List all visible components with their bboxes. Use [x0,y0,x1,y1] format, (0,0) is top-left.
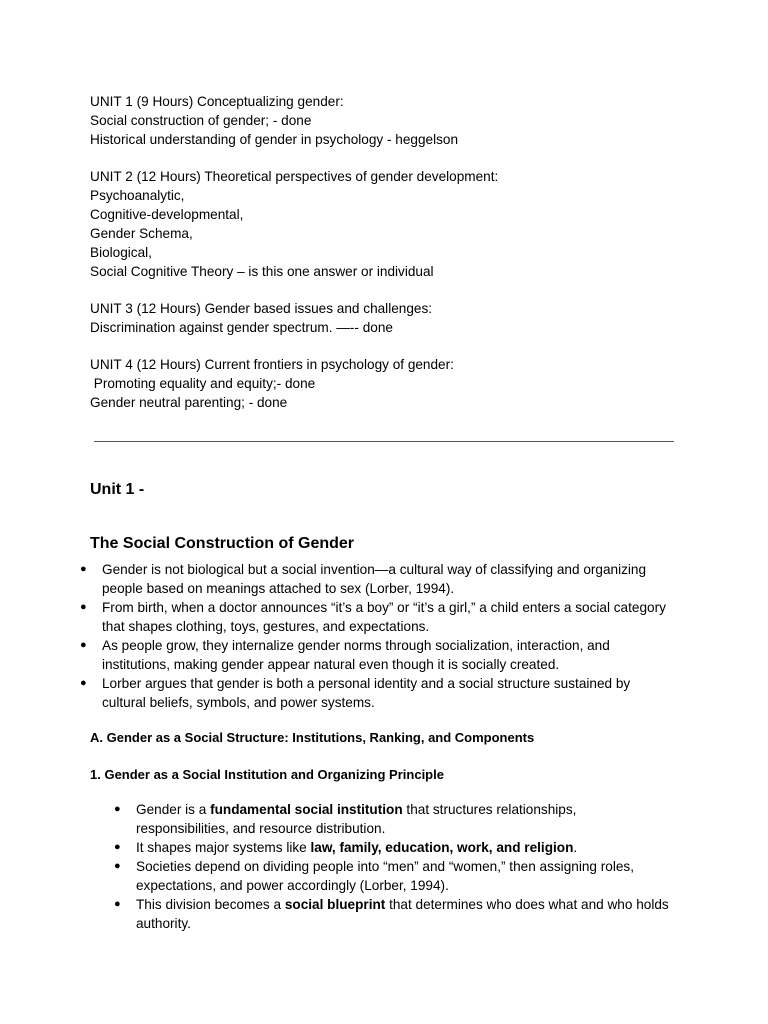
outline-line: Gender Schema, [90,226,193,241]
outline-line: UNIT 3 (12 Hours) Gender based issues and challenges: [90,301,433,316]
outline-line: UNIT 2 (12 Hours) Theoretical perspectives of gender development: [90,169,499,184]
outline-line: UNIT 4 (12 Hours) Current frontiers in psychology of gender: [90,357,454,372]
list-item: ● Gender is a fundamental social institution that structures relationships, responsibilities, and resource distribution. [114,802,577,836]
bullet-icon: ● [80,563,87,575]
outline-line: Cognitive-developmental, [90,207,244,222]
outline-line: UNIT 1 (9 Hours) Conceptualizing gender: [90,94,344,109]
outline-line: Gender neutral parenting; - done [90,395,288,410]
bullet-icon: ● [114,898,121,910]
outline-line: Discrimination against gender spectrum. —-- done [90,320,393,335]
bullet-icon: ● [114,860,121,872]
outline-line: Social Cognitive Theory – is this one answer or individual [90,264,434,279]
bullet-icon: ● [80,639,87,651]
outline-line: Psychoanalytic, [90,188,185,203]
bullet-icon: ● [114,803,121,815]
list-item: ● It shapes major systems like law, family, education, work, and religion. [114,840,578,855]
outline-line: Social construction of gender; - done [90,113,312,128]
bullet-icon: ● [80,601,87,613]
subsection-heading: A. Gender as a Social Structure: Institutions, Ranking, and Components [90,730,535,745]
section-title: The Social Construction of Gender [90,535,355,552]
outline-line: Promoting equality and equity;- done [90,376,316,391]
horizontal-divider [94,441,674,442]
list-item: ● From birth, when a doctor announces “it’s a boy” or “it’s a girl,” a child enters a social category that shapes clothing, toys, gestures, and expectations. [80,600,666,634]
bullet-icon: ● [80,677,87,689]
list-item: ● Societies depend on dividing people into “men” and “women,” then assigning roles, expectations, and power accordingly (Lorber, 1994). [114,859,634,893]
bullet-icon: ● [114,841,121,853]
unit-heading: Unit 1 - [90,481,145,498]
outline-line: Biological, [90,245,152,260]
outline-line: Historical understanding of gender in psychology - heggelson [90,132,459,147]
list-item: ● Gender is not biological but a social invention—a cultural way of classifying and organizing people based on meanings attached to sex (Lorber, 1994). [80,562,647,596]
list-item: ● As people grow, they internalize gender norms through socialization, interaction, and institutions, making gender appear natural even though it is socially created. [80,638,610,672]
subsection-heading: 1. Gender as a Social Institution and Organizing Principle [90,767,444,782]
list-item: ● This division becomes a social blueprint that determines who does what and who holds authority. [114,897,669,931]
list-item: ● Lorber argues that gender is both a personal identity and a social structure sustained by cultural beliefs, symbols, and power systems. [80,676,631,710]
